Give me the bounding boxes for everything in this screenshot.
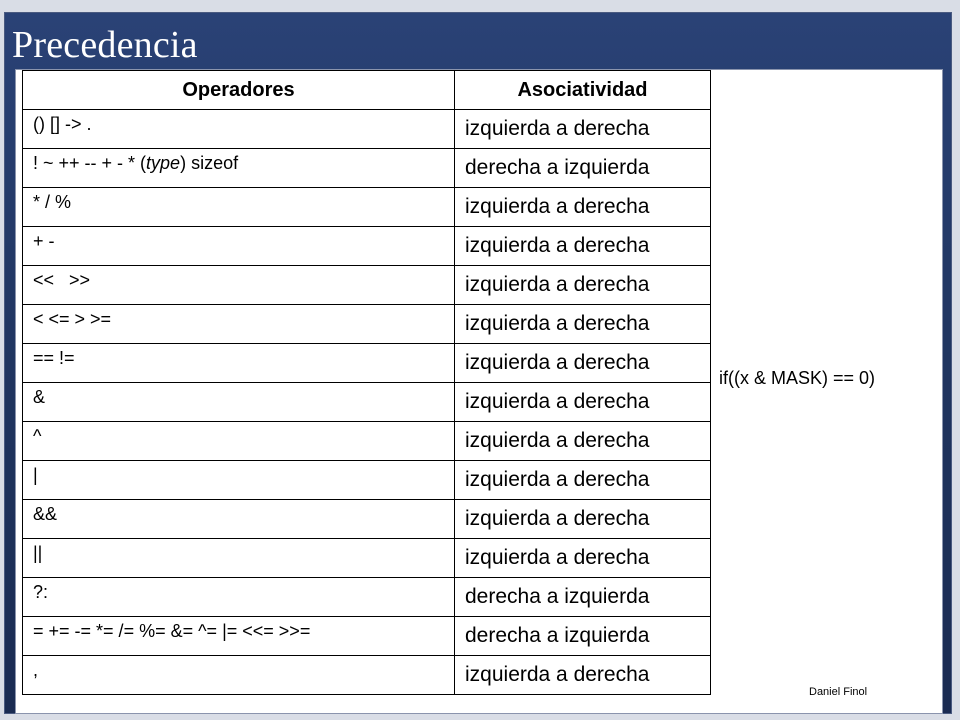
associativity-cell: izquierda a derecha <box>455 500 711 539</box>
operators-cell: () [] -> . <box>23 110 455 149</box>
operators-cell: && <box>23 500 455 539</box>
operators-cell: = += -= *= /= %= &= ^= |= <<= >>= <box>23 617 455 656</box>
table-row <box>23 188 711 227</box>
operators-cell: + - <box>23 227 455 266</box>
table-row <box>23 500 711 539</box>
operators-cell: & <box>23 383 455 422</box>
associativity-cell: izquierda a derecha <box>455 383 711 422</box>
associativity-cell: izquierda a derecha <box>455 461 711 500</box>
precedence-table <box>22 70 711 695</box>
operators-cell: ?: <box>23 578 455 617</box>
operators-cell: | <box>23 461 455 500</box>
table-row <box>23 227 711 266</box>
operators-cell: ^ <box>23 422 455 461</box>
table-row <box>23 344 711 383</box>
table-row <box>23 149 711 188</box>
associativity-cell: izquierda a derecha <box>455 266 711 305</box>
associativity-cell: izquierda a derecha <box>455 110 711 149</box>
slide-title: Precedencia <box>12 24 198 66</box>
operators-cell: * / % <box>23 188 455 227</box>
operators-cell: || <box>23 539 455 578</box>
table-row <box>23 422 711 461</box>
table-row <box>23 656 711 695</box>
table-header-row <box>23 71 711 110</box>
associativity-cell: izquierda a derecha <box>455 422 711 461</box>
operators-cell: < <= > >= <box>23 305 455 344</box>
operators-cell: << >> <box>23 266 455 305</box>
associativity-cell: izquierda a derecha <box>455 539 711 578</box>
associativity-cell: izquierda a derecha <box>455 305 711 344</box>
associativity-cell: izquierda a derecha <box>455 344 711 383</box>
table-row <box>23 383 711 422</box>
associativity-cell: derecha a izquierda <box>455 149 711 188</box>
code-example: if((x & MASK) == 0) <box>719 368 876 388</box>
table-row <box>23 305 711 344</box>
table-row <box>23 539 711 578</box>
slide-frame <box>4 12 952 714</box>
slide-content <box>16 70 942 713</box>
table-row <box>23 617 711 656</box>
operators-text: ! ~ ++ -- + - * ( <box>33 153 147 173</box>
table-row <box>23 266 711 305</box>
associativity-cell: izquierda a derecha <box>455 656 711 695</box>
header-associativity: Asociatividad <box>455 71 711 110</box>
operators-cell <box>23 149 455 188</box>
associativity-cell: derecha a izquierda <box>455 578 711 617</box>
table-row <box>23 578 711 617</box>
operators-cell: == != <box>23 344 455 383</box>
operators-text: ) sizeof <box>180 153 239 173</box>
operators-italic-text: type <box>146 153 181 173</box>
table-row <box>23 110 711 149</box>
associativity-cell: izquierda a derecha <box>455 188 711 227</box>
table-row <box>23 461 711 500</box>
header-operators: Operadores <box>23 71 455 110</box>
operators-cell: , <box>23 656 455 695</box>
author-label: Daniel Finol <box>809 686 868 698</box>
associativity-cell: derecha a izquierda <box>455 617 711 656</box>
associativity-cell: izquierda a derecha <box>455 227 711 266</box>
